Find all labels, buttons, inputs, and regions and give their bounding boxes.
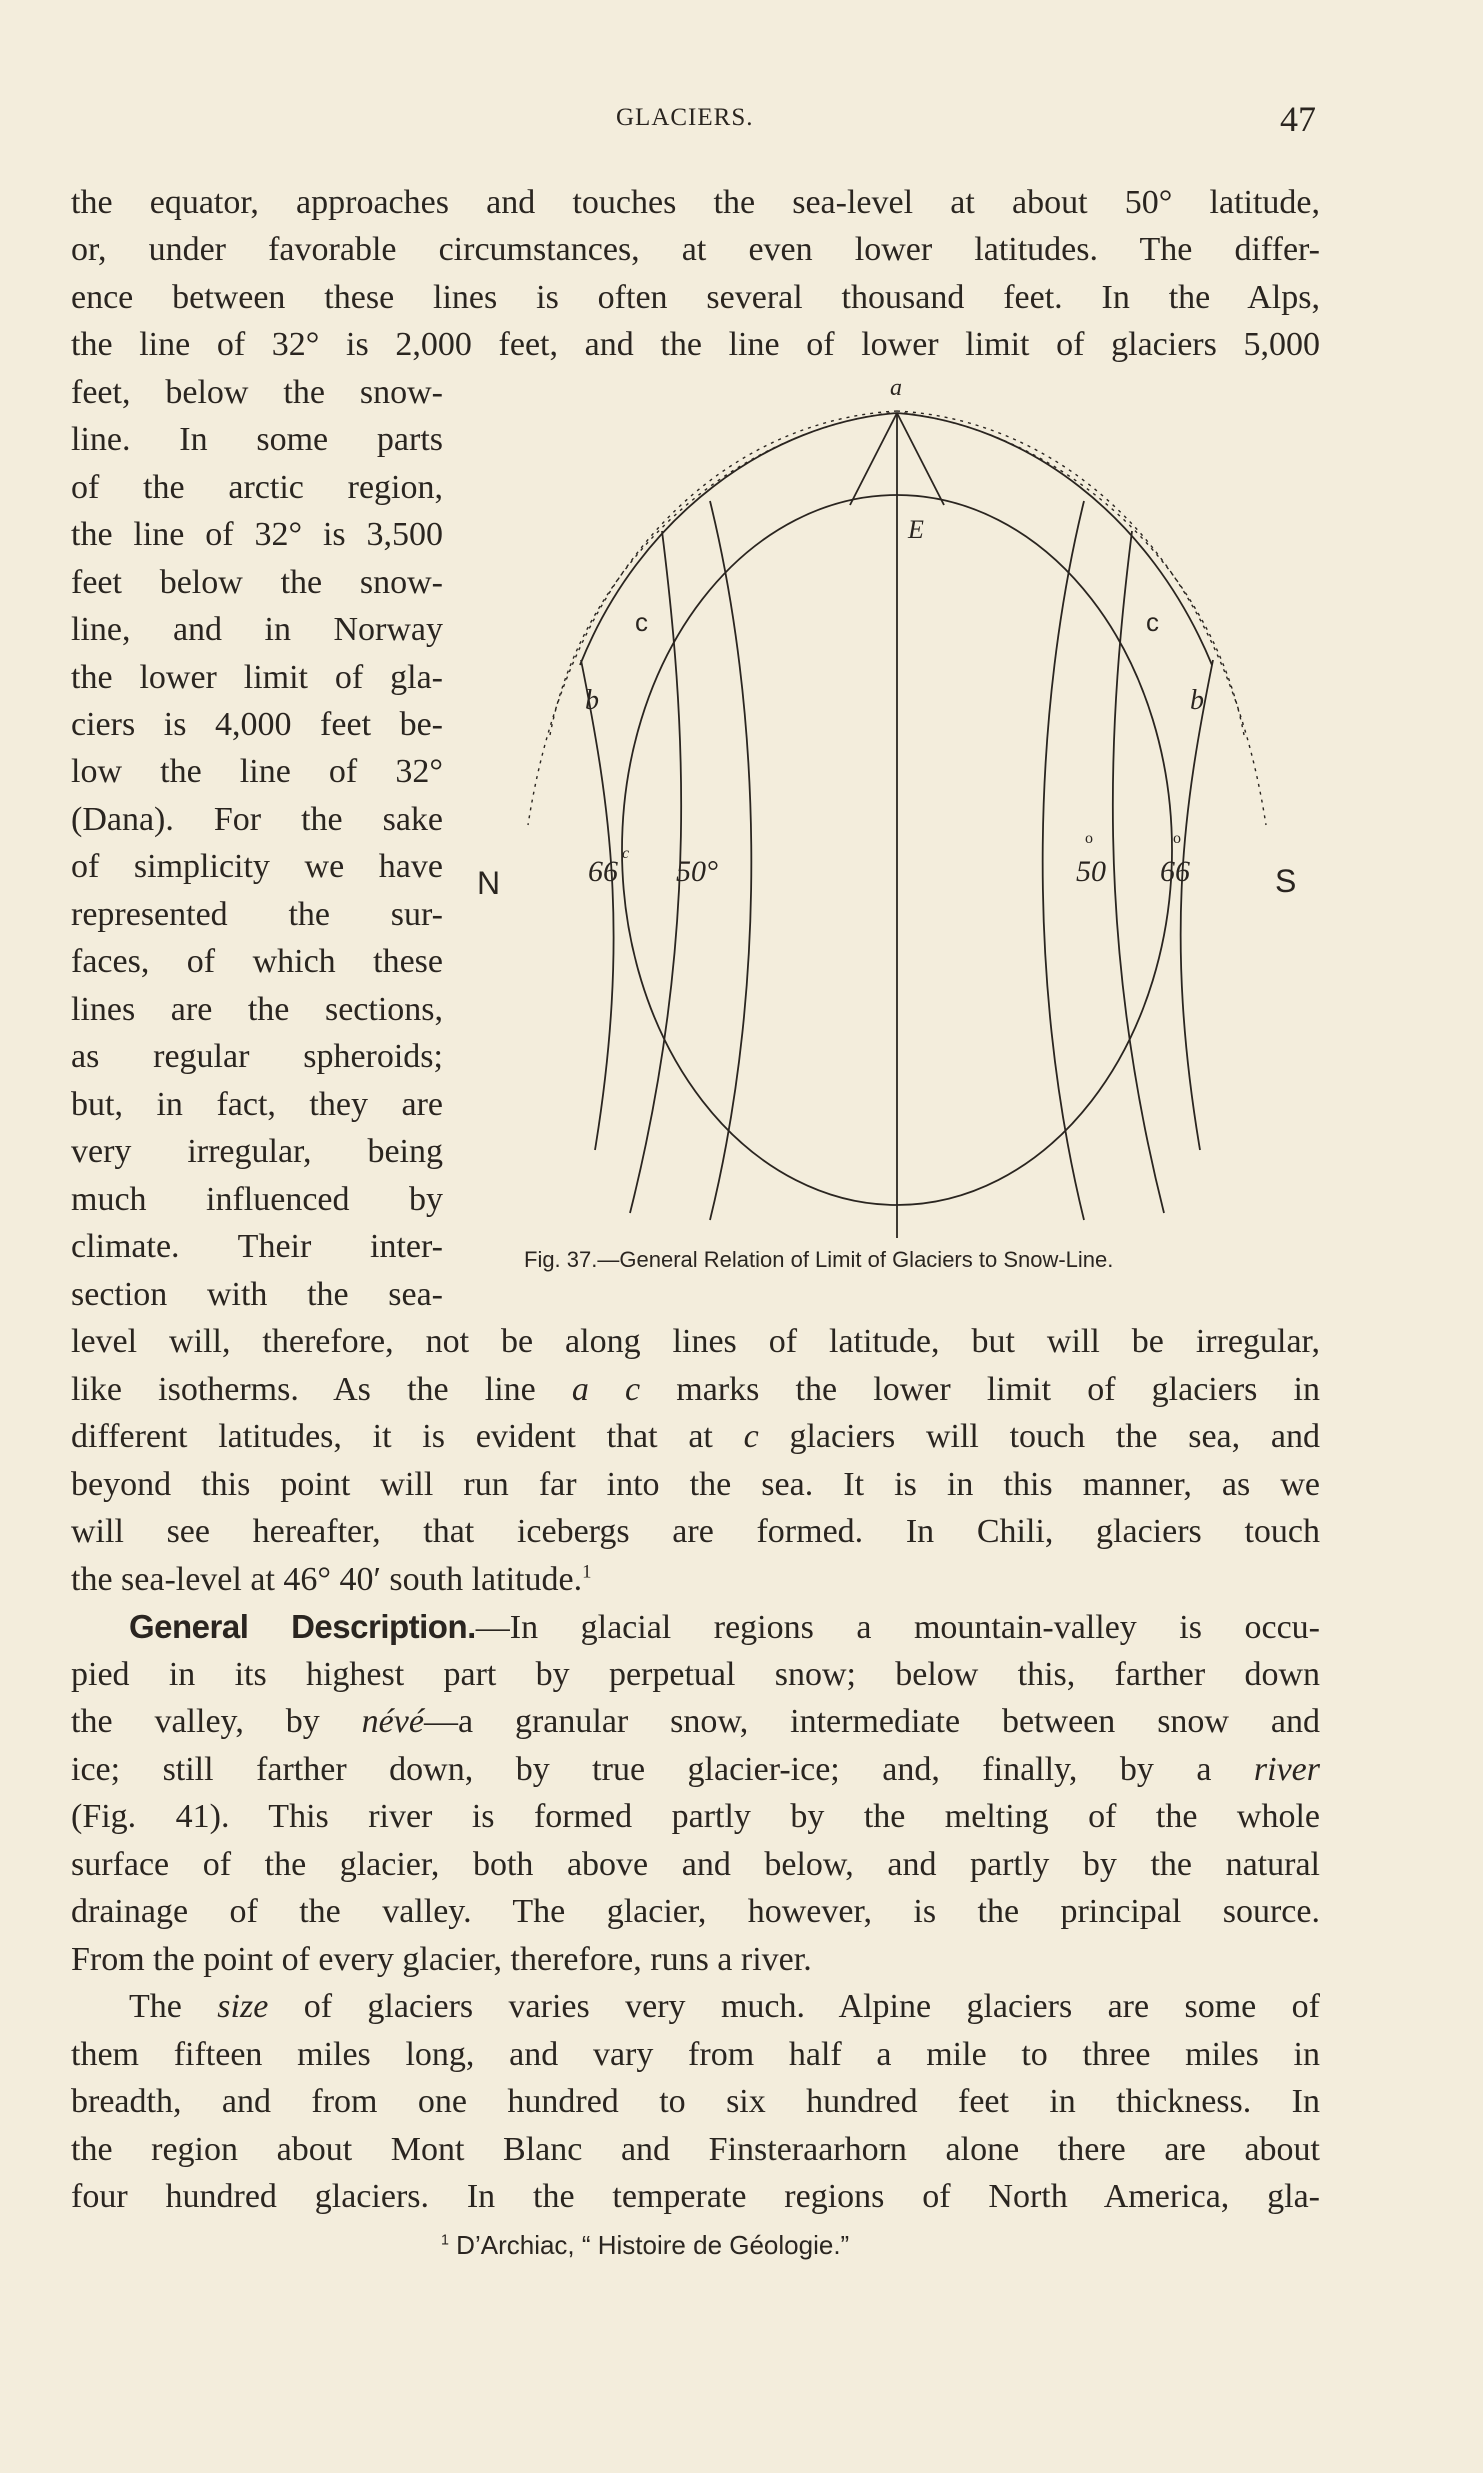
- italic-run: size: [217, 1988, 269, 2025]
- text-line: [71, 1983, 1320, 2030]
- text-line: represented the sur-: [71, 896, 443, 933]
- latitude-66-right: [1181, 660, 1213, 1150]
- text-line: them fifteen miles long, and vary from half a mile to three miles in: [71, 2036, 1320, 2073]
- text-line: or, under favorable circumstances, at even lower latitudes. The differ-: [71, 231, 1320, 268]
- apex-line-left: [850, 413, 897, 505]
- text-line: the equator, approaches and touches the sea-level at about 50° latitude,: [71, 184, 1320, 221]
- text-run: —In glacial regions a mountain-valley is occu-: [475, 1609, 1320, 1646]
- text-line: [71, 1366, 1320, 1413]
- section-heading: General Description.: [129, 1608, 476, 1645]
- text-line: section with the sea-: [71, 1276, 443, 1313]
- text-line: From the point of every glacier, therefore, runs a river.: [71, 1941, 812, 1978]
- label-lat66-right-degree: o: [1173, 830, 1181, 847]
- label-b-right: b: [1190, 685, 1204, 716]
- snow-line-dotted-left: [528, 411, 897, 825]
- label-lat66-left: 66: [588, 855, 618, 888]
- text-line: (Fig. 41). This river is formed partly by the melting of the whole: [71, 1798, 1320, 1835]
- text-run: marks the lower limit of glaciers in: [640, 1371, 1320, 1408]
- text-line: beyond this point will run far into the sea. It is in this manner, as we: [71, 1466, 1320, 1503]
- text-line: ciers is 4,000 feet be-: [71, 706, 443, 743]
- text-line: the line of 32° is 2,000 feet, and the line of lower limit of glaciers 5,000: [71, 326, 1320, 363]
- label-lat66-right: 66: [1160, 855, 1190, 888]
- text-line: pied in its highest part by perpetual snow; below this, farther down: [71, 1656, 1320, 1693]
- figure-37: [470, 375, 1330, 1275]
- apex-line-right: [897, 413, 944, 505]
- text-line: [71, 1556, 1320, 1603]
- text-line: ence between these lines is often several thousand feet. In the Alps,: [71, 279, 1320, 316]
- text-line: feet below the snow-: [71, 564, 443, 601]
- text-run: the valley, by: [71, 1703, 362, 1740]
- footnote: [441, 2230, 849, 2261]
- text-line: level will, therefore, not be along lines of latitude, but will be irregular,: [71, 1323, 1320, 1360]
- text-line: four hundred glaciers. In the temperate regions of North America, gla-: [71, 2178, 1320, 2215]
- page-number: 47: [1280, 99, 1316, 139]
- label-a: a: [890, 375, 902, 401]
- snow-line-dotted-right: [897, 411, 1266, 825]
- text-line: breadth, and from one hundred to six hundred feet in thickness. In: [71, 2083, 1320, 2120]
- footnote-marker: 1: [441, 2232, 449, 2249]
- text-line: faces, of which these: [71, 943, 443, 980]
- label-lat66-left-degree: c: [622, 845, 630, 862]
- text-line: very irregular, being: [71, 1133, 443, 1170]
- text-line: [71, 1413, 1320, 1460]
- italic-run: c: [743, 1418, 759, 1455]
- text-line: feet, below the snow-: [71, 374, 443, 411]
- text-line: will see hereafter, that icebergs are formed. In Chili, glaciers touch: [71, 1513, 1320, 1550]
- text-run: the sea-level at 46° 40′ south latitude.: [71, 1561, 583, 1598]
- text-line: climate. Their inter-: [71, 1228, 443, 1265]
- text-run: ice; still farther down, by true glacier-ice; and, finally, by a: [71, 1751, 1254, 1788]
- text-line: line. In some parts: [71, 421, 443, 458]
- label-c-right: c: [1146, 607, 1159, 637]
- label-N: N: [477, 865, 501, 901]
- label-lat50-right: 50: [1076, 855, 1106, 888]
- text-line: surface of the glacier, both above and below, and partly by the natural: [71, 1846, 1320, 1883]
- running-title: GLACIERS.: [616, 104, 754, 131]
- label-lat50-right-degree: o: [1085, 830, 1093, 847]
- text-line: low the line of 32°: [71, 753, 443, 790]
- text-run: glaciers will touch the sea, and: [758, 1418, 1320, 1455]
- snow-line-dotted-left-inner: [550, 413, 890, 735]
- page-header: [0, 98, 1483, 148]
- text-line: the lower limit of gla-: [71, 659, 443, 696]
- figure-caption: [524, 1247, 1113, 1273]
- text-run: —a granular snow, intermediate between snow and: [423, 1703, 1320, 1740]
- text-line: (Dana). For the sake: [71, 801, 443, 838]
- text-line: line, and in Norway: [71, 611, 443, 648]
- glacier-limit-curve-left: [580, 413, 897, 665]
- text-run: The: [129, 1988, 218, 2025]
- footnote-marker: 1: [582, 1561, 592, 1583]
- latitude-66-left: [581, 660, 614, 1150]
- italic-run: a c: [571, 1371, 641, 1408]
- spheroid-diagram: [470, 375, 1330, 1275]
- label-E: E: [908, 515, 924, 544]
- caption-text: —General Relation of Limit of Glaciers to Snow-Line.: [597, 1247, 1114, 1272]
- text-run: of glaciers varies very much. Alpine glaciers are some of: [268, 1988, 1321, 2025]
- text-line: lines are the sections,: [71, 991, 443, 1028]
- label-S: S: [1275, 863, 1297, 899]
- label-c-left: c: [635, 607, 648, 637]
- text-line: much influenced by: [71, 1181, 443, 1218]
- italic-run: river: [1253, 1751, 1320, 1788]
- text-line: the region about Mont Blanc and Finsteraarhorn alone there are about: [71, 2131, 1320, 2168]
- text-line: of simplicity we have: [71, 848, 443, 885]
- text-run: different latitudes, it is evident that at: [71, 1418, 744, 1455]
- caption-figure-number: Fig. 37.: [524, 1247, 598, 1272]
- text-line: the line of 32° is 3,500: [71, 516, 443, 553]
- text-line: [71, 1603, 1320, 1650]
- glacier-limit-curve-right: [897, 413, 1212, 665]
- text-line: as regular spheroids;: [71, 1038, 443, 1075]
- italic-run: névé: [361, 1703, 424, 1740]
- text-line: [71, 1698, 1320, 1745]
- text-line: [71, 1746, 1320, 1793]
- text-run: like isotherms. As the line: [71, 1371, 572, 1408]
- footnote-text: D’Archiac, “ Histoire de Géologie.”: [448, 2230, 850, 2260]
- text-line: of the arctic region,: [71, 469, 443, 506]
- label-b-left: b: [585, 685, 599, 716]
- label-lat50-left: 50°: [676, 855, 718, 888]
- text-line: but, in fact, they are: [71, 1086, 443, 1123]
- text-line: drainage of the valley. The glacier, however, is the principal source.: [71, 1893, 1320, 1930]
